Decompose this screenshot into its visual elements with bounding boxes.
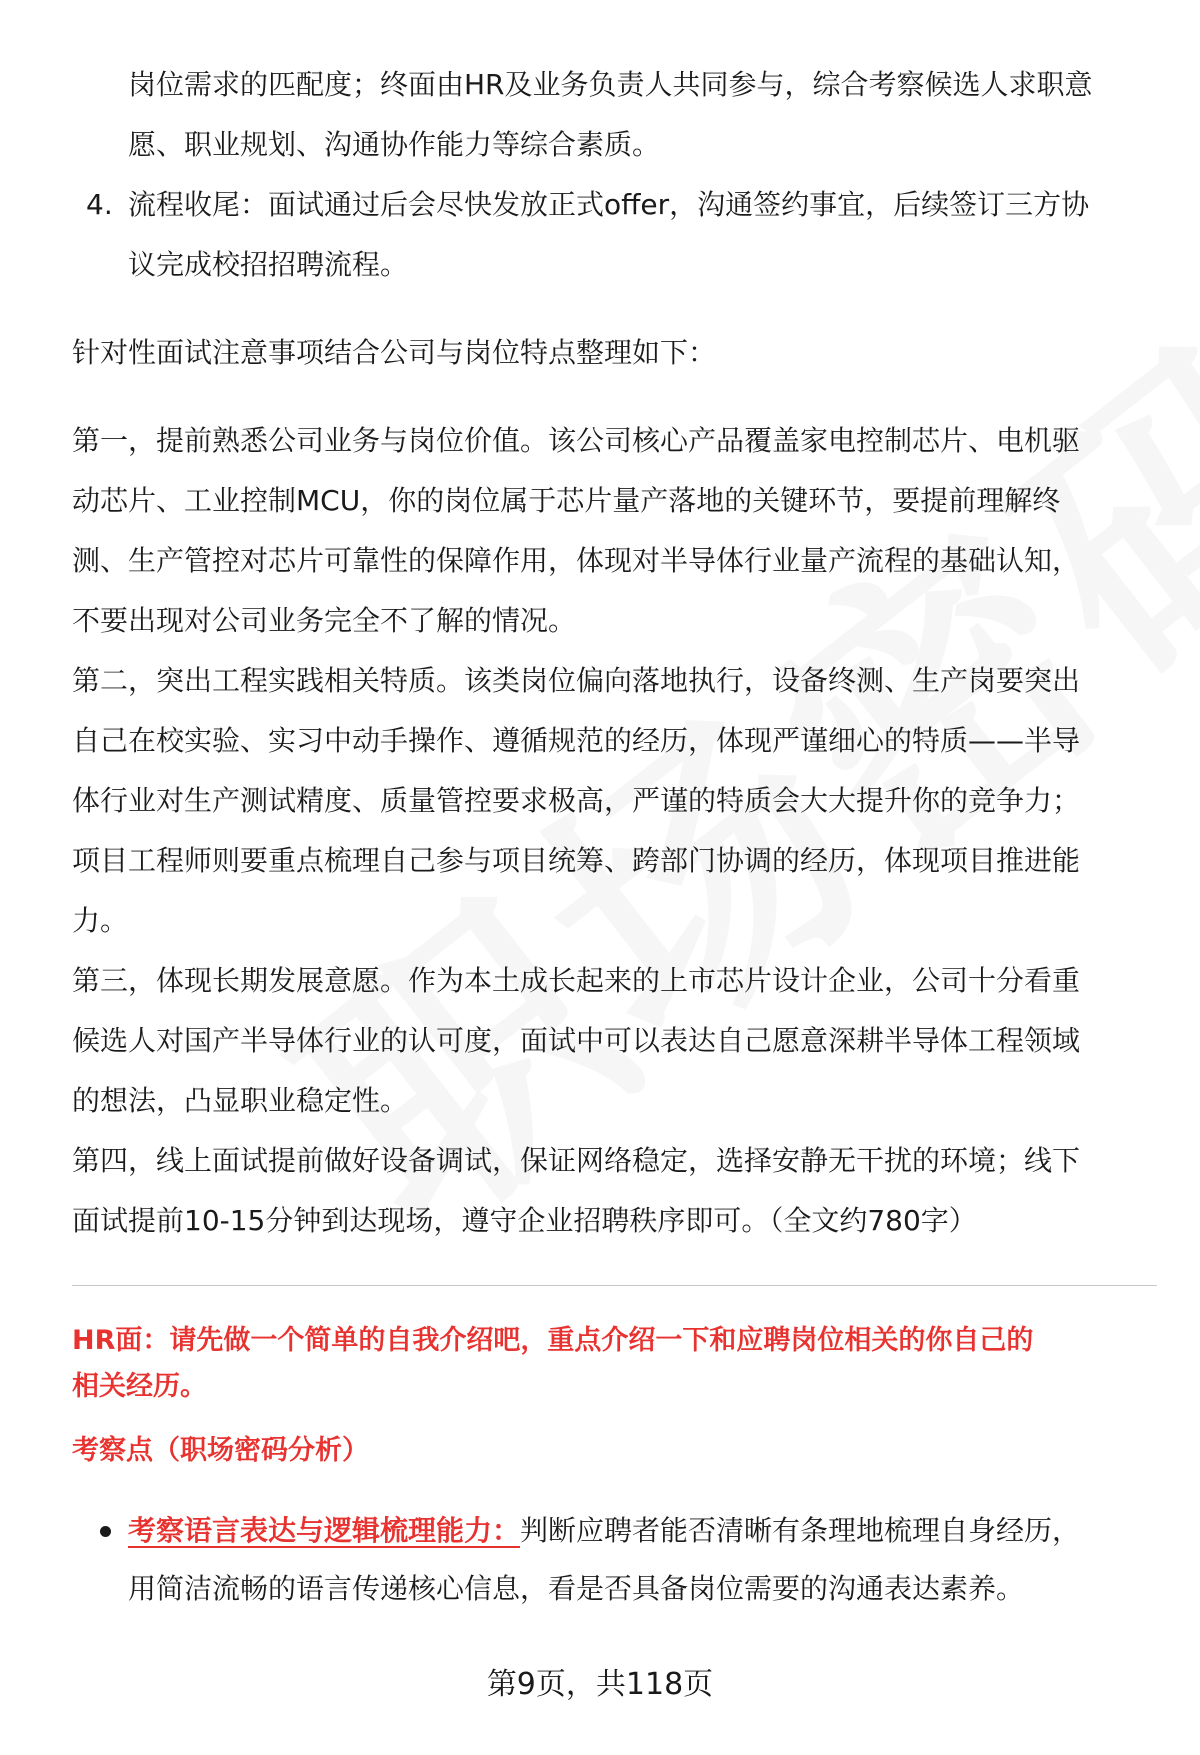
- text-line: 第一，提前熟悉公司业务与岗位价值。该公司核心产品覆盖家电控制芯片、电机驱: [72, 424, 1081, 457]
- text-line: 第四，线上面试提前做好设备调试，保证网络稳定，选择安静无干扰的环境；线下: [72, 1144, 1081, 1177]
- text-line: 愿、职业规划、沟通协作能力等综合素质。: [128, 128, 661, 161]
- text-line: 相关经历。: [72, 1371, 207, 1402]
- text-line: 第二，突出工程实践相关特质。该类岗位偏向落地执行，设备终测、生产岗要突出: [72, 664, 1081, 697]
- text-line: 第三，体现长期发展意愿。作为本土成长起来的上市芯片设计企业，公司十分看重: [72, 964, 1081, 997]
- page-content: [72, 55, 1157, 1618]
- text-line: 自己在校实验、实习中动手操作、遵循规范的经历，体现严谨细心的特质——半导: [72, 724, 1081, 757]
- page-footer: 第9页，共118页: [486, 1667, 714, 1702]
- intro-paragraph: 针对性面试注意事项结合公司与岗位特点整理如下：: [72, 336, 717, 369]
- text-line: HR面：请先做一个简单的自我介绍吧，重点介绍一下和应聘岗位相关的你自己的: [72, 1325, 1034, 1356]
- point-1: [72, 411, 1157, 651]
- text-line: [128, 1502, 1157, 1560]
- text-line: 议完成校招招聘流程。: [128, 248, 409, 281]
- point-4: [72, 1131, 1157, 1251]
- point-2: [72, 651, 1157, 951]
- text-line: 用简洁流畅的语言传递核心信息，看是否具备岗位需要的沟通表达素养。: [128, 1572, 1025, 1605]
- assessment-title: 考察点（职场密码分析）: [72, 1435, 369, 1466]
- text-line: 项目工程师则要重点梳理自己参与项目统筹、跨部门协调的经历，体现项目推进能: [72, 844, 1081, 877]
- hr-question: [72, 1318, 1157, 1410]
- point-3: [72, 951, 1157, 1131]
- list-item-4: [72, 175, 1157, 295]
- text-line: 测、生产管控对芯片可靠性的保障作用，体现对半导体行业量产流程的基础认知，: [72, 544, 1081, 577]
- text-line: 的想法，凸显职业稳定性。: [72, 1084, 409, 1117]
- text-line: 流程收尾：面试通过后会尽快发放正式offer，沟通签约事宜，后续签订三方协: [128, 188, 1090, 221]
- text-line: 面试提前10-15分钟到达现场，遵守企业招聘秩序即可。（全文约780字）: [72, 1204, 977, 1237]
- highlight-label: 考察语言表达与逻辑梳理能力：: [128, 1514, 521, 1547]
- list-item-text: [128, 175, 1157, 295]
- text-line: 岗位需求的匹配度；终面由HR及业务负责人共同参与，综合考察候选人求职意: [128, 68, 1093, 101]
- list-number: 4.: [86, 188, 113, 221]
- text-line: 候选人对国产半导体行业的认可度，面试中可以表达自己愿意深耕半导体工程领域: [72, 1024, 1081, 1057]
- text-line: 不要出现对公司业务完全不了解的情况。: [72, 604, 577, 637]
- bullet-body: 判断应聘者能否清晰有条理地梳理自身经历，: [520, 1514, 1081, 1547]
- bullet-dot-icon: [72, 1502, 128, 1618]
- text-line: 动芯片、工业控制MCU，你的岗位属于芯片量产落地的关键环节，要提前理解终: [72, 484, 1061, 517]
- continuation-paragraph: [72, 55, 1157, 175]
- text-line: 体行业对生产测试精度、质量管控要求极高，严谨的特质会大大提升你的竞争力；: [72, 784, 1081, 817]
- bullet-text: [128, 1502, 1157, 1618]
- assessment-bullet: [72, 1502, 1157, 1618]
- section-divider: [72, 1285, 1157, 1286]
- text-line: 力。: [72, 904, 129, 937]
